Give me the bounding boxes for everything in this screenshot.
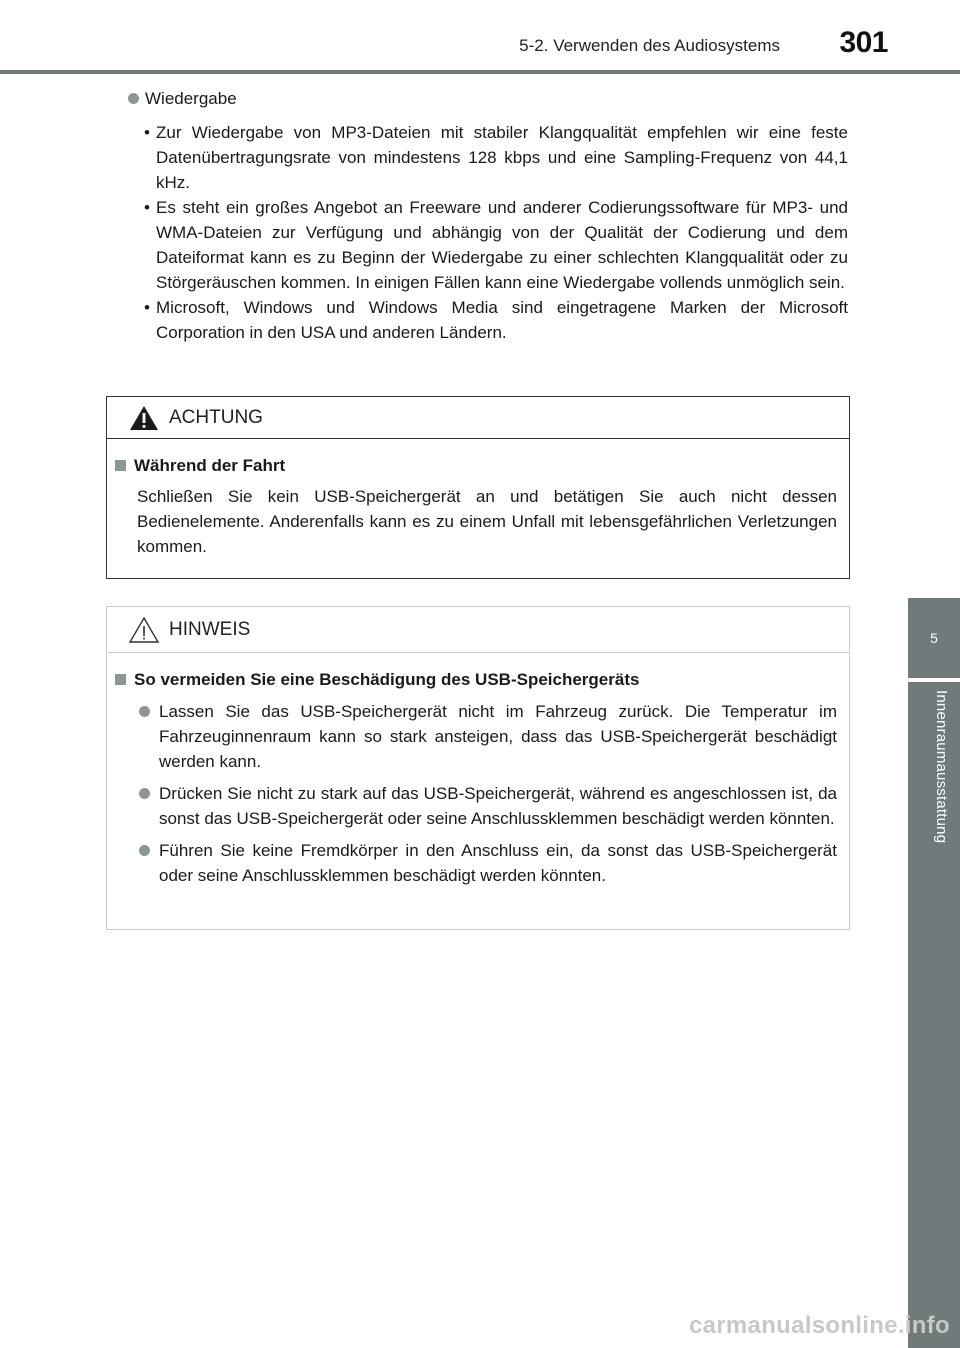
square-bullet-icon [115, 460, 126, 471]
intro-heading-line [128, 86, 848, 111]
warning-box-title: ACHTUNG [169, 406, 263, 428]
square-bullet-icon [115, 674, 126, 685]
warning-box-body [107, 439, 849, 559]
bullet-dot-icon [128, 93, 139, 104]
bullet-dot-icon [139, 706, 150, 717]
watermark: carmanualsonline.info [688, 1312, 950, 1339]
warning-heading: Während der Fahrt [115, 453, 837, 478]
warning-text: Schließen Sie kein USB-Speichergerät an und betätigen Sie auch nicht dessen Bedienelemente. Anderenfalls kann es zu einem Unfall mit lebensgefährlichen Verletzungen kommen. [137, 487, 837, 556]
note-box-body [107, 653, 849, 888]
list-item: • Zur Wiedergabe von MP3-Dateien mit stabiler Klangqualität empfehlen wir eine feste Datenübertragungsrate von mindestens 128 kbps und eine Sampling-Frequenz von 44,1 kHz. [144, 123, 848, 192]
list-item: Drücken Sie nicht zu stark auf das USB-Speichergerät, während es angeschlossen ist, da sonst das USB-Speichergerät oder seine Anschlussklemmen beschädigt werden könnten. [139, 781, 837, 831]
note-heading: So vermeiden Sie eine Beschädigung des USB-Speichergeräts [115, 667, 837, 692]
chapter-number-tab: 5 [908, 598, 960, 678]
warning-triangle-icon [129, 405, 159, 431]
list-item: Führen Sie keine Fremdkörper in den Anschluss ein, da sonst das USB-Speichergerät oder seine Anschlussklemmen beschädigt werden könnten. [139, 838, 837, 888]
bullet-dot-icon [139, 788, 150, 799]
note-box-header [107, 607, 849, 653]
warning-box [106, 396, 850, 579]
page-number: 301 [839, 26, 888, 59]
list-item: Lassen Sie das USB-Speichergerät nicht im Fahrzeug zurück. Die Temperatur im Fahrzeuginnenraum kann so stark ansteigen, dass das USB-Speichergerät beschädigt werden kann. [139, 699, 837, 774]
note-box [106, 606, 850, 930]
intro-heading: Wiedergabe [145, 89, 237, 108]
list-item: • Microsoft, Windows und Windows Media sind eingetragene Marken der Microsoft Corporation in den USA und anderen Ländern. [144, 298, 848, 342]
chapter-title: Innenraumausstattung [933, 690, 950, 844]
intro-list [128, 120, 848, 345]
header-rule [0, 70, 960, 74]
list-item: • Es steht ein großes Angebot an Freeware und anderer Codierungssoftware für MP3- und WMA-Dateien zur Verfügung und abhängig von der Qualität der Codierung und dem Dateiformat kann es zu Beginn der Wiedergabe zu einer schlechten Klangqualität oder zu Störgeräuschen kommen. In einigen Fällen kann eine Wiedergabe vollends unmöglich sein. [144, 198, 848, 292]
note-box-title: HINWEIS [169, 618, 251, 640]
bullet-dot-icon [139, 845, 150, 856]
warning-box-header [107, 397, 849, 439]
notice-triangle-icon [129, 616, 159, 644]
intro-section [128, 86, 848, 345]
section-title: 5-2. Verwenden des Audiosystems [519, 36, 780, 55]
